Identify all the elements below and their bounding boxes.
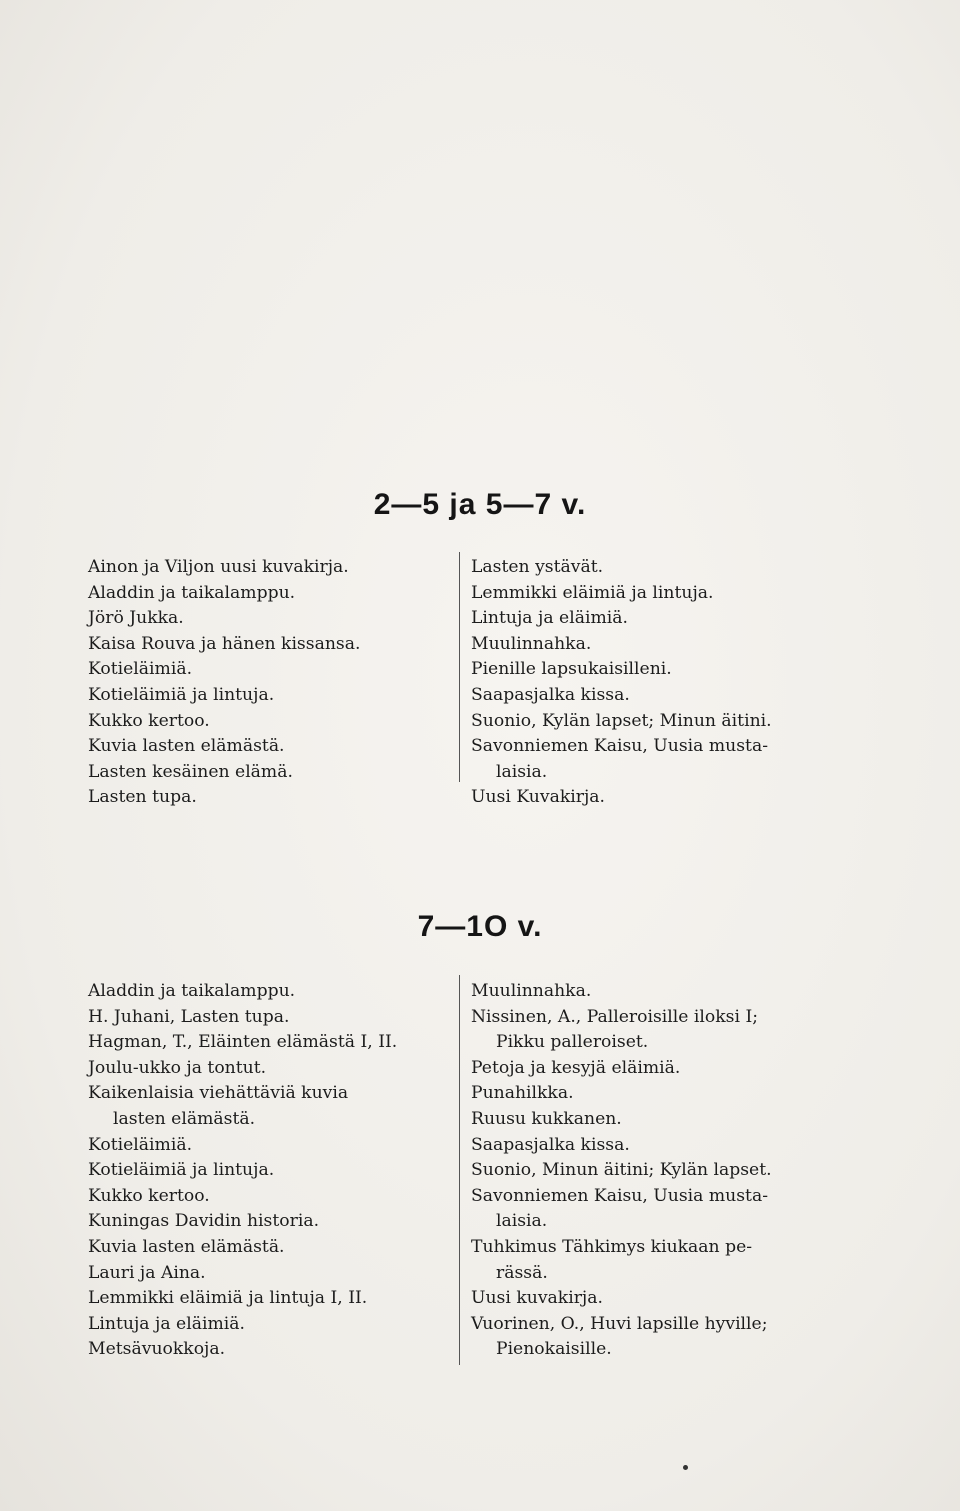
- column-divider: [459, 975, 460, 1365]
- ink-dot: [683, 1465, 688, 1470]
- section-heading-7-10: 7—1O v.: [417, 910, 543, 943]
- list-item: Lasten tupa.: [88, 787, 197, 808]
- section-heading-2-7: 2—5 ja 5—7 v.: [373, 488, 587, 521]
- list-item: Muulinnahka.: [471, 633, 592, 654]
- list-item-continuation: laisia.: [496, 1211, 548, 1232]
- list-item: Lintuja ja eläimiä.: [471, 608, 628, 629]
- list-item: Petoja ja kesyjä eläimiä.: [471, 1057, 681, 1078]
- list-item: Punahilkka.: [471, 1083, 574, 1104]
- section-1-right-column: [471, 555, 772, 811]
- list-item: Lasten ystävät.: [471, 557, 604, 577]
- list-item: Kuvia lasten elämästä.: [88, 1236, 285, 1257]
- list-item-continuation: Pienokaisille.: [496, 1339, 612, 1360]
- list-item: Kotieläimiä ja lintuja.: [88, 1160, 275, 1181]
- list-item: Aladdin ja taikalamppu.: [88, 981, 296, 1001]
- list-item: Lauri ja Aina.: [88, 1262, 206, 1283]
- list-item: Kukko kertoo.: [88, 1185, 210, 1206]
- list-item: Tuhkimus Tähkimys kiukaan pe-: [471, 1236, 753, 1257]
- list-item: Uusi Kuvakirja.: [471, 787, 605, 808]
- list-item: Aladdin ja taikalamppu.: [88, 582, 296, 603]
- list-item: Suonio, Kylän lapset; Minun äitini.: [471, 710, 772, 731]
- list-item: Lemmikki eläimiä ja lintuja I, II.: [88, 1288, 368, 1309]
- list-item: Kuvia lasten elämästä.: [88, 736, 285, 757]
- list-item: Ainon ja Viljon uusi kuvakirja.: [88, 557, 349, 577]
- list-item-continuation: laisia.: [496, 761, 548, 782]
- list-item: Vuorinen, O., Huvi lapsille hyville;: [471, 1313, 768, 1334]
- list-item: Kotieläimiä.: [88, 659, 193, 680]
- section-1-left-column: [88, 555, 360, 811]
- list-item-continuation: Pikku palleroiset.: [496, 1032, 649, 1053]
- list-item: Kukko kertoo.: [88, 710, 210, 731]
- list-item: Saapasjalka kissa.: [471, 684, 630, 705]
- list-item: Pienille lapsukaisilleni.: [471, 659, 672, 680]
- list-item: Lasten kesäinen elämä.: [88, 761, 293, 782]
- list-item: Ruusu kukkanen.: [471, 1108, 622, 1129]
- list-item: Hagman, T., Eläinten elämästä I, II.: [88, 1032, 398, 1053]
- list-item: Nissinen, A., Palleroisille iloksi I;: [471, 1006, 759, 1027]
- list-item: Jörö Jukka.: [88, 608, 184, 629]
- list-item: Uusi kuvakirja.: [471, 1288, 603, 1309]
- list-item: Kaisa Rouva ja hänen kissansa.: [88, 633, 361, 654]
- list-item: Kaikenlaisia viehättäviä kuvia: [88, 1083, 349, 1104]
- list-item: Lemmikki eläimiä ja lintuja.: [471, 582, 714, 603]
- list-item-continuation: rässä.: [496, 1262, 548, 1283]
- list-item: Kotieläimiä.: [88, 1134, 193, 1155]
- list-item: Suonio, Minun äitini; Kylän lapset.: [471, 1160, 772, 1181]
- list-item: H. Juhani, Lasten tupa.: [88, 1006, 290, 1027]
- column-divider: [459, 552, 460, 782]
- list-item: Lintuja ja eläimiä.: [88, 1313, 245, 1334]
- list-item: Kotieläimiä ja lintuja.: [88, 684, 275, 705]
- list-item: Savonniemen Kaisu, Uusia musta-: [471, 1185, 769, 1206]
- list-item: Saapasjalka kissa.: [471, 1134, 630, 1155]
- list-item: Metsävuokkoja.: [88, 1339, 226, 1360]
- section-2-right-column: [471, 979, 772, 1363]
- list-item: Savonniemen Kaisu, Uusia musta-: [471, 736, 769, 757]
- list-item-continuation: lasten elämästä.: [113, 1108, 256, 1129]
- list-item: Kuningas Davidin historia.: [88, 1211, 320, 1232]
- list-item: Muulinnahka.: [471, 981, 592, 1001]
- list-item: Joulu-ukko ja tontut.: [88, 1057, 267, 1078]
- section-2-left-column: [88, 979, 397, 1363]
